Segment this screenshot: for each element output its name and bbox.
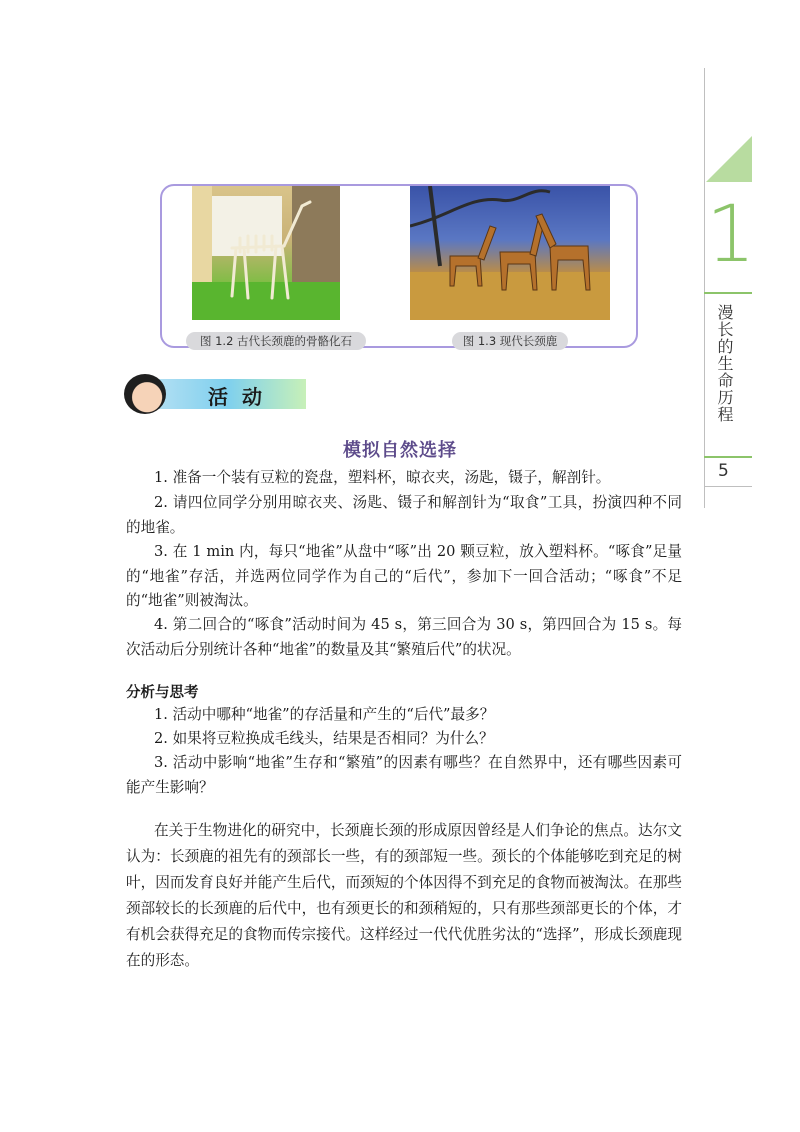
section-title: 模拟自然选择	[343, 440, 457, 461]
step-3: 3. 在 1 min 内，每只“地雀”从盘中“啄”出 20 颗豆粒，放入塑料杯。“啄食”足量的“地雀”存活，并选两位同学作为自己的“后代”，参加下一回合活动；“啄食”不足的“地雀”则被淘汰。	[126, 543, 682, 609]
step-2: 2. 请四位同学分别用晾衣夹、汤匙、镊子和解剖针为“取食”工具，扮演四种不同的地雀。	[126, 494, 682, 536]
chapter-divider	[704, 292, 752, 294]
chapter-title: 漫长的生命历程	[715, 304, 734, 423]
figure-caption-1-2: 图 1.2 古代长颈鹿的骨骼化石	[186, 332, 366, 350]
chapter-corner-decoration	[706, 136, 752, 182]
body-paragraph: 在关于生物进化的研究中，长颈鹿长颈的形成原因曾经是人们争论的焦点。达尔文认为：长颈鹿的祖先有的颈部长一些，有的颈部短一些。颈长的个体能够吃到充足的树叶，因而发育良好并能产生后代，而颈短的个体因得不到充足的食物而被淘汰。在那些颈部较长的长颈鹿的后代中，也有颈更长的和颈稍短的，只有那些颈部更长的个体，才有机会获得充足的食物而传宗接代。这样经过一代代优胜劣汰的“选择”，形成长颈鹿现在的形态。	[126, 822, 682, 969]
question-2: 2. 如果将豆粒换成毛线头，结果是否相同？为什么？	[154, 730, 494, 747]
question-1: 1. 活动中哪种“地雀”的存活量和产生的“后代”最多？	[154, 706, 495, 723]
step-1: 1. 准备一个装有豆粒的瓷盘，塑料杯，晾衣夹，汤匙，镊子，解剖针。	[154, 469, 611, 486]
student-avatar-icon	[124, 374, 166, 414]
giraffe-photo	[410, 186, 610, 320]
activity-label: 活动	[208, 385, 276, 409]
chapter-number: 1	[706, 190, 756, 280]
fossil-skeleton-photo	[192, 186, 340, 320]
step-4: 4. 第二回合的“啄食”活动时间为 45 s，第三回合为 30 s，第四回合为 15 s。每次活动后分别统计各种“地雀”的数量及其“繁殖后代”的状况。	[126, 616, 682, 658]
analysis-heading: 分析与思考	[126, 685, 199, 701]
figure-caption-1-3: 图 1.3 现代长颈鹿	[452, 332, 568, 350]
question-3: 3. 活动中影响“地雀”生存和“繁殖”的因素有哪些？在自然界中，还有哪些因素可能产生影响？	[126, 754, 682, 796]
page-number: 5	[718, 461, 729, 481]
